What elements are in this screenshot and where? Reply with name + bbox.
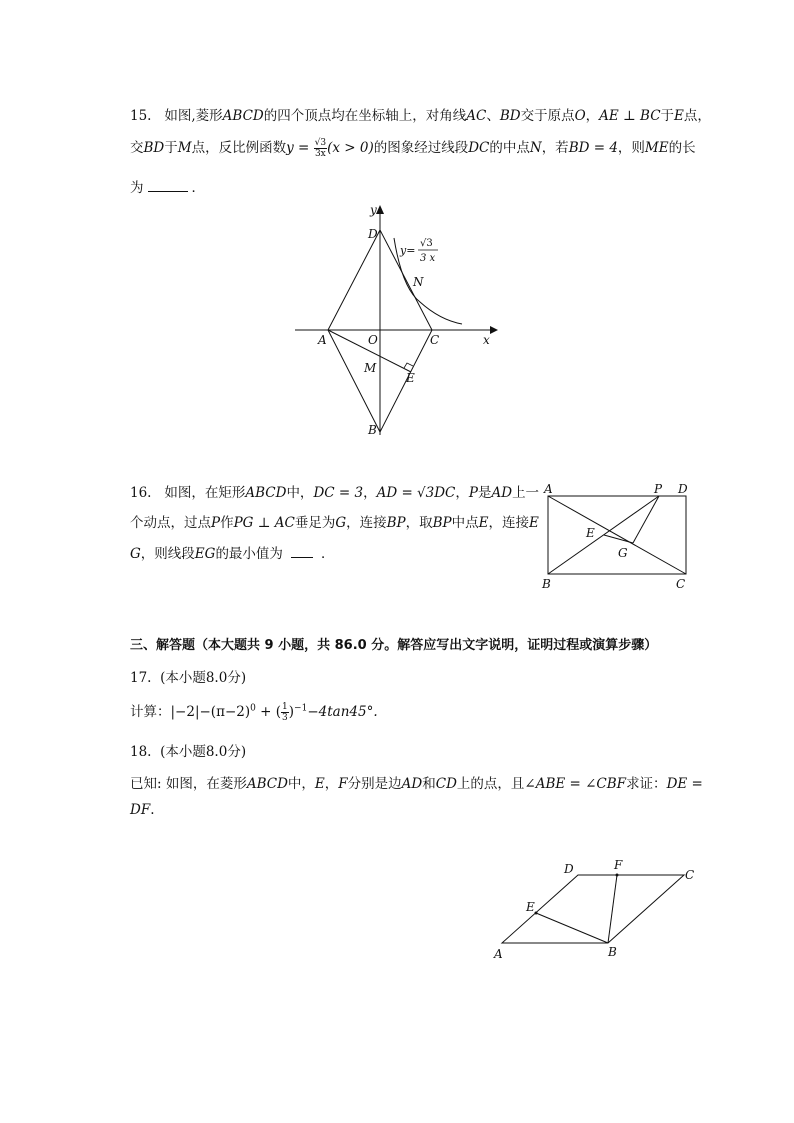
q18-header: 18. (本小题8.0分) xyxy=(130,744,247,760)
q17-header: 17. (本小题8.0分) xyxy=(130,670,247,686)
segment-be xyxy=(536,913,608,943)
label-a: A xyxy=(494,947,503,961)
label-g: G xyxy=(618,546,628,560)
q17-score: (本小题8.0分) xyxy=(160,670,247,686)
func-label: y= xyxy=(400,244,416,257)
label-b: B xyxy=(542,577,551,591)
answer-blank[interactable] xyxy=(291,557,313,558)
label-y: y xyxy=(370,203,377,217)
right-angle-mark xyxy=(404,363,413,368)
func-label-num: √3 xyxy=(420,238,433,249)
label-e: E xyxy=(586,526,595,540)
q15-figure xyxy=(290,200,500,440)
diagonal-ac xyxy=(548,496,686,574)
q15-line-3: 为 ． xyxy=(130,180,205,196)
label-c: C xyxy=(685,868,695,882)
label-c: C xyxy=(676,577,686,591)
y-axis-arrow-icon xyxy=(376,205,384,214)
q16-figure xyxy=(538,478,698,594)
q16-line-3: G，则线段EG的最小值为 ． xyxy=(130,546,335,562)
q15-number: 15. xyxy=(130,108,152,124)
q15-func-fraction: $\frac{√3}{3x}$ xyxy=(314,138,327,159)
x-axis-arrow-icon xyxy=(490,326,498,334)
label-d: D xyxy=(678,482,688,496)
label-f: F xyxy=(614,858,623,872)
q17-expression: 计算：$|-2|-(\pi-2)^0$ + ( $\frac{1}{3}$ )$^{-1}$−4tan45°. xyxy=(130,702,378,723)
point-e-dot xyxy=(535,912,538,915)
func-label-den: 3 x xyxy=(420,253,436,264)
q18-figure xyxy=(488,855,700,963)
section-3-title: 三、解答题（本大题共 9 小题，共 86.0 分。解答应写出文字说明，证明过程或演算步骤） xyxy=(130,638,658,653)
label-c: C xyxy=(430,333,440,347)
label-x: x xyxy=(483,333,490,347)
label-b: B xyxy=(608,945,617,959)
q18-score: (本小题8.0分) xyxy=(160,744,247,760)
q16-line-1: 16. 如图，在矩形ABCD中，DC = 3，AD = √3DC，P是AD上一 xyxy=(130,485,540,501)
label-a: A xyxy=(544,482,553,496)
answer-blank[interactable] xyxy=(148,191,188,192)
label-o: O xyxy=(368,333,378,347)
label-a: A xyxy=(318,333,327,347)
q15-line-1: 15. 如图,菱形ABCD的四个顶点均在坐标轴上，对角线AC、BD交于原点O，AE ⊥ BC于E点， xyxy=(130,108,711,124)
segment-pg xyxy=(633,496,659,543)
q18-line-2: DF. xyxy=(130,802,155,818)
label-e: E xyxy=(406,371,415,385)
label-d: D xyxy=(368,227,378,241)
label-d: D xyxy=(564,862,574,876)
label-p: P xyxy=(654,482,663,496)
segment-bf xyxy=(608,875,617,943)
label-m: M xyxy=(364,361,377,375)
label-b: B xyxy=(368,423,377,437)
point-f-dot xyxy=(616,874,619,877)
label-e: E xyxy=(526,900,535,914)
q15-line-2: 交BD于M点，反比例函数y = $\frac{√3}{3x}$ (x > 0)的图象经过线段DC的中点N，若BD = 4，则ME的长 xyxy=(130,138,696,159)
label-n: N xyxy=(413,275,424,289)
q16-line-2: 个动点，过点P作PG ⊥ AC垂足为G，连接BP，取BP中点E，连接E xyxy=(130,515,539,531)
q18-line-1: 已知: 如图，在菱形ABCD中，E，F分别是边AD和CD上的点，且∠ABE = ∠CBF求证：DE = xyxy=(130,776,703,792)
segment-bp xyxy=(548,496,659,574)
